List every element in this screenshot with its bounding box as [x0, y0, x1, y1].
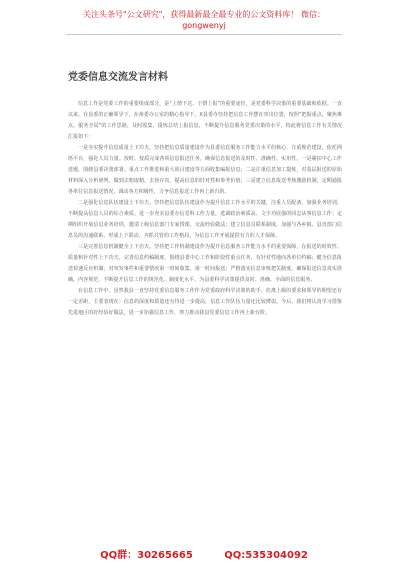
footer-contact	[0, 546, 408, 561]
page-title: 党委信息交流发言材料	[68, 72, 168, 83]
qq-text: QQ:535304092	[224, 550, 308, 561]
qq-group-text: QQ群：30265665	[100, 550, 193, 561]
document-body	[68, 99, 342, 319]
paragraph-conclusion: 在信息工作中，虽然我县一直坚持党委信息服务工作作为党委政府科学决策的助手，但离上级的要求和领导的期望还有一定差距，主要表现在：信息的深度和质量还有待进一步提高，信息工作队伍力量还比较薄弱。今后，我们将认真学习借鉴先进地区的好经验好做法，进一步加强信息工作，努力推动我县党委信息工作再上新台阶。	[68, 288, 342, 316]
top-banner: 关注头条号"公文研究"，获得最新最全最专业的公文资料库！ 微信：gongwenyj	[66, 9, 342, 35]
paragraph-team-building: 二是强化信息队伍建设上下功夫。坚持把信息队伍建设作为提升信息工作水平的关键，注重人员配备，加强业务培训，不断提高信息人员的综合素质。进一步充实县委办信息科工作力量，选调政治素质高、文字功底强的同志从事信息工作；定期组织开展信息业务培训，邀请上级信息部门专家授课，交流经验做法；建立信息员联系制度，加强与各乡镇、县直部门信息员的沟通联系，形成上下联动、齐抓共管的工作格局，为信息工作开展提供有力的人才保障。	[68, 200, 342, 239]
paragraph-mechanism: 三是完善信息机制健全上下功夫。坚持把工作机制建设作为提升信息服务工作能力水平的重要保障，在报送的时效性、质量和针对性上下功夫。完善信息约稿制度，围绕县委中心工作和阶段性重点任务，有针对性地向各单位约稿；健全信息报送快速反应机制，对突发事件和重要情况第一时间收集、第一时间报送；严格落实信息审核把关制度，确保报送信息真实准确、内容规范，不断提升信息工作的规范化、制度化水平，为县委科学决策提供及时、准确、全面的信息服务。	[68, 244, 342, 283]
paragraph-intro: 信息工作是党委工作的重要组成部分，是“上情下达、下情上报”的重要途径，是党委科学决策的重要基础和依据。一直以来，在县委的正确领导下，在州委办公室的精心指导下，X县委办坚持把信息工作摆在突出位置，按照“把握重点、聚焦难点、服务全局”的工作思路，及时收集、提炼总结上报信息，不断提升信息服务党委决策的水平，特此将信息工作有关情况汇报如下：	[68, 101, 342, 140]
paragraph-info-quality: 一是夯实提升信息质量上下功夫。坚持把信息质量建设作为县委信息服务工作能力水平的核心，注重规范建设，依托网络平台，强化人员力量。按时、按质完成各项信息报送任务，确保信息报送的及时性、准确性、实用性。一是紧扣中心工作选题，围绕县委决策部署、重点工作推进和重大项目建设等方面收集编报信息；二是注重信息加工提炼，对基层报送的原始材料深入分析研判，做到去粗取精、去伪存真，提高信息的针对性和参考价值；三是建立信息报送考核激励机制，定期通报各单位信息报送情况，调动各方积极性，力争信息报送工作再上新台阶。	[68, 145, 342, 195]
